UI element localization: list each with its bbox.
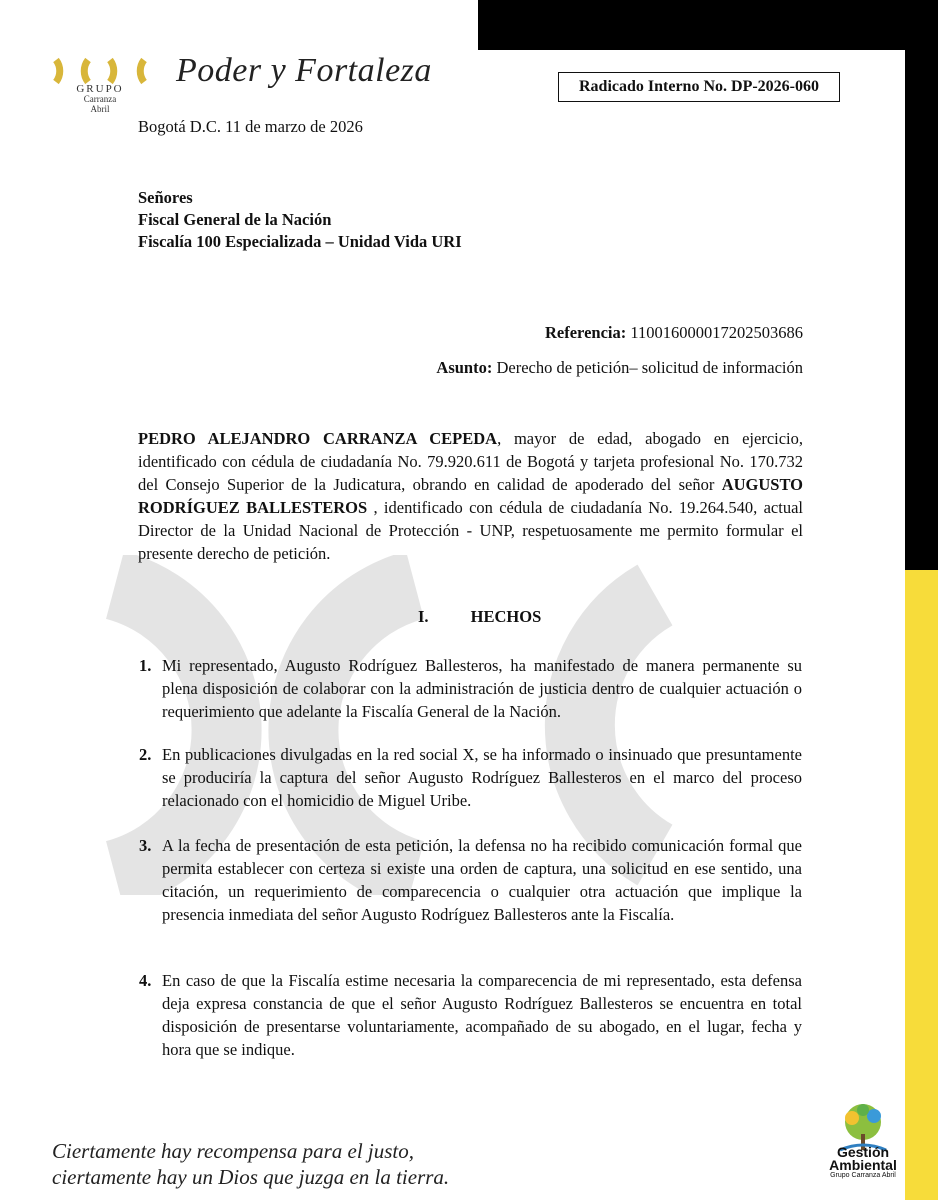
item-text: En caso de que la Fiscalía estime necesaria la comparecencia de mi representado, esta defensa deja expresa constancia de que el señor Augusto Rodríguez Ballesteros se encuentra en total disposición de presentarse voluntariamente, acompañado de su abogado, en el lugar, fecha y hora que se indique.: [162, 971, 802, 1059]
item-number: 3.: [139, 836, 152, 855]
black-corner-band: [478, 0, 938, 50]
addressee-line: Fiscalía 100 Especializada – Unidad Vida URI: [138, 232, 462, 251]
addressee-block: [138, 187, 462, 253]
reference-line: [545, 321, 803, 344]
motto: Poder y Fortaleza: [176, 52, 432, 89]
intro-part2: , identificado con cédula de ciudadanía No. 19.264.540, actual Director de la Unidad Nacional de Protección - UNP, respetuosamente me permito formular el presente derecho de petición.: [138, 498, 803, 563]
logo-caption: [60, 84, 140, 114]
section-title: HECHOS: [470, 607, 542, 626]
ga-line3: Grupo Carranza Abril: [830, 1172, 896, 1179]
black-side-strip: [905, 0, 938, 570]
intro-paragraph: [138, 427, 803, 565]
logo-line2: Carranza: [83, 94, 117, 104]
logo-line3: Abril: [90, 104, 110, 114]
section-heading: [418, 607, 541, 627]
quote-line: Ciertamente hay recompensa para el justo,: [52, 1139, 414, 1163]
list-item: [139, 654, 802, 723]
item-text: En publicaciones divulgadas en la red social X, se ha informado o insinuado que presuntamente se produciría la captura del señor Augusto Rodríguez Ballesteros en el marco del proceso relacionado con el homicidio de Miguel Uribe.: [162, 745, 802, 810]
yellow-side-strip: [905, 570, 938, 1200]
ga-line2: Ambiental: [829, 1157, 897, 1173]
gestion-ambiental-logo: [820, 1146, 906, 1180]
subject-label: Asunto:: [436, 358, 493, 377]
list-item: [139, 834, 802, 926]
subject-line: [436, 356, 803, 379]
radicado-box: Radicado Interno No. DP-2026-060: [558, 72, 840, 102]
subject-value: Derecho de petición– solicitud de información: [496, 358, 803, 377]
addressee-line: Señores: [138, 188, 193, 207]
client-name: AUGUSTO RODRÍGUEZ BALLESTEROS: [138, 475, 803, 517]
section-number: I.: [418, 607, 429, 626]
addressee-line: Fiscal General de la Nación: [138, 210, 332, 229]
list-item: [139, 743, 802, 812]
petitioner-name: PEDRO ALEJANDRO CARRANZA CEPEDA: [138, 429, 498, 448]
item-number: 4.: [139, 971, 152, 990]
reference-value: 11001600001720250368​6: [630, 323, 803, 342]
item-number: 2.: [139, 745, 152, 764]
footer-quote: [52, 1138, 449, 1190]
item-text: Mi representado, Augusto Rodríguez Ballesteros, ha manifestado de manera permanente su plena disposición de colaborar con la administración de justicia dentro de cualquier actuación o requerimiento que adelante la Fiscalía General de la Nación.: [162, 656, 802, 721]
ga-line1: Gestión: [836, 1144, 890, 1160]
item-text: A la fecha de presentación de esta petición, la defensa no ha recibido comunicación formal que permita establecer con certeza si existe una orden de captura, una solicitud en ese sentido, una citación, un requerimiento de comparecencia o cualquier otra actuación que implique la presencia inmediata del señor Augusto Rodríguez Ballesteros ante la Fiscalía.: [162, 836, 802, 924]
quote-line: ciertamente hay un Dios que juzga en la tierra.: [52, 1165, 450, 1189]
logo-line1: GRUPO: [76, 83, 124, 95]
reference-label: Referencia:: [544, 323, 627, 342]
item-number: 1.: [139, 656, 152, 675]
list-item: [139, 969, 802, 1061]
intro-part1: , mayor de edad, abogado en ejercicio, identificado con cédula de ciudadanía No. 79.920.611 de Bogotá y tarjeta profesional No. 170.732 del Consejo Superior de la Judicatura, obrando en calidad de apoderado del señor: [138, 429, 804, 494]
letter-date: Bogotá D.C. 11 de marzo de 2026: [138, 117, 363, 136]
